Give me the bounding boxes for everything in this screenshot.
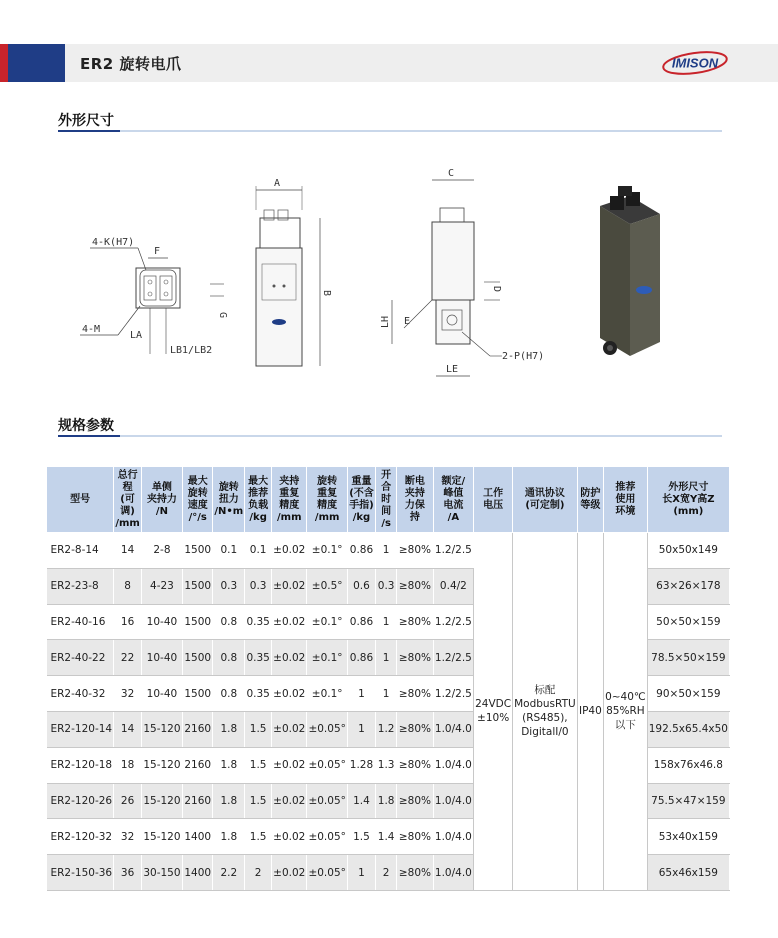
table-cell-torque: 2.2	[213, 855, 245, 891]
table-cell-model: ER2-120-32	[47, 819, 114, 855]
table-cell-rot-acc: ±0.05°	[307, 747, 347, 783]
table-cell-force: 4-23	[141, 568, 182, 604]
merged-cell-protection: IP40	[577, 533, 603, 891]
table-cell-load: 0.35	[245, 676, 272, 712]
spec-table	[46, 466, 730, 891]
table-cell-force: 10-40	[141, 604, 182, 640]
table-cell-model: ER2-8-14	[47, 533, 114, 569]
front-hole-label: 4-K(H7)	[92, 237, 135, 248]
table-cell-torque: 1.8	[213, 711, 245, 747]
table-cell-time: 1.4	[376, 819, 397, 855]
table-cell-grip-acc: ±0.02	[272, 604, 307, 640]
column-header: 额定/ 峰值 电流 /A	[433, 467, 473, 533]
column-header: 工作 电压	[474, 467, 513, 533]
table-cell-weight: 0.86	[347, 604, 375, 640]
table-cell-force: 2-8	[141, 533, 182, 569]
table-cell-stroke: 22	[114, 640, 142, 676]
table-cell-size: 50x50x149	[647, 533, 729, 569]
table-cell-hold: ≥80%	[397, 711, 433, 747]
table-cell-time: 1	[376, 604, 397, 640]
table-cell-current: 0.4/2	[433, 568, 473, 604]
column-header: 防护 等级	[577, 467, 603, 533]
table-cell-speed: 1500	[183, 533, 213, 569]
table-cell-stroke: 36	[114, 855, 142, 891]
back-pin-label: 2-P(H7)	[502, 351, 545, 362]
table-cell-grip-acc: ±0.02	[272, 533, 307, 569]
table-cell-speed: 1500	[183, 568, 213, 604]
column-header: 型号	[47, 467, 114, 533]
table-cell-torque: 0.3	[213, 568, 245, 604]
table-cell-grip-acc: ±0.02	[272, 676, 307, 712]
table-cell-force: 15-120	[141, 711, 182, 747]
table-cell-force: 30-150	[141, 855, 182, 891]
table-cell-size: 90×50×159	[647, 676, 729, 712]
front-screw-label: 4-M	[82, 324, 101, 335]
back-d-label: D	[491, 286, 502, 293]
table-cell-rot-acc: ±0.05°	[307, 855, 347, 891]
table-cell-size: 75.5×47×159	[647, 783, 729, 819]
back-c-label: C	[448, 168, 455, 179]
table-cell-hold: ≥80%	[397, 640, 433, 676]
table-cell-load: 0.3	[245, 568, 272, 604]
table-cell-current: 1.0/4.0	[433, 855, 473, 891]
table-cell-current: 1.0/4.0	[433, 747, 473, 783]
table-cell-stroke: 8	[114, 568, 142, 604]
column-header: 夹持 重复 精度 /mm	[272, 467, 307, 533]
table-cell-model: ER2-120-14	[47, 711, 114, 747]
table-cell-model: ER2-40-16	[47, 604, 114, 640]
header-red-block	[0, 44, 8, 82]
table-cell-rot-acc: ±0.05°	[307, 711, 347, 747]
table-cell-stroke: 18	[114, 747, 142, 783]
table-cell-torque: 0.8	[213, 640, 245, 676]
table-cell-torque: 1.8	[213, 747, 245, 783]
table-cell-torque: 0.8	[213, 604, 245, 640]
table-cell-grip-acc: ±0.02	[272, 711, 307, 747]
front-view-drawing	[80, 237, 228, 356]
table-cell-grip-acc: ±0.02	[272, 819, 307, 855]
column-header: 通讯协议 (可定制)	[513, 467, 578, 533]
column-header: 最大 旋转 速度 /°/s	[183, 467, 213, 533]
table-cell-speed: 1500	[183, 640, 213, 676]
table-cell-time: 1	[376, 676, 397, 712]
table-cell-size: 192.5x65.4x50	[647, 711, 729, 747]
column-header: 断电 夹持 力保 持	[397, 467, 433, 533]
table-cell-stroke: 14	[114, 533, 142, 569]
table-cell-current: 1.2/2.5	[433, 676, 473, 712]
table-cell-time: 1.8	[376, 783, 397, 819]
merged-cell-environment: 0~40℃ 85%RH 以下	[604, 533, 648, 891]
table-cell-model: ER2-120-26	[47, 783, 114, 819]
table-cell-torque: 1.8	[213, 783, 245, 819]
table-cell-torque: 0.8	[213, 676, 245, 712]
table-cell-speed: 1400	[183, 855, 213, 891]
table-cell-rot-acc: ±0.5°	[307, 568, 347, 604]
table-cell-hold: ≥80%	[397, 783, 433, 819]
table-cell-grip-acc: ±0.02	[272, 747, 307, 783]
table-cell-model: ER2-150-36	[47, 855, 114, 891]
brand-logo	[660, 50, 730, 76]
table-cell-rot-acc: ±0.05°	[307, 819, 347, 855]
column-header: 最大 推荐 负载 /kg	[245, 467, 272, 533]
table-cell-stroke: 32	[114, 819, 142, 855]
table-cell-current: 1.0/4.0	[433, 783, 473, 819]
table-cell-rot-acc: ±0.1°	[307, 676, 347, 712]
dimension-drawings	[70, 160, 730, 390]
table-cell-hold: ≥80%	[397, 568, 433, 604]
specs-section-divider	[58, 435, 722, 437]
table-cell-size: 50×50×159	[647, 604, 729, 640]
front-la-label: LA	[130, 330, 143, 341]
back-lh-label: LH	[380, 315, 391, 328]
table-cell-torque: 1.8	[213, 819, 245, 855]
column-header: 推荐 使用 环境	[604, 467, 648, 533]
table-cell-weight: 1	[347, 711, 375, 747]
table-cell-stroke: 26	[114, 783, 142, 819]
table-cell-speed: 2160	[183, 783, 213, 819]
table-cell-hold: ≥80%	[397, 676, 433, 712]
table-cell-rot-acc: ±0.1°	[307, 533, 347, 569]
table-cell-stroke: 32	[114, 676, 142, 712]
side-b-label: B	[321, 290, 332, 297]
table-cell-speed: 2160	[183, 747, 213, 783]
table-cell-hold: ≥80%	[397, 604, 433, 640]
table-cell-load: 0.35	[245, 604, 272, 640]
table-cell-time: 1	[376, 533, 397, 569]
table-cell-speed: 1400	[183, 819, 213, 855]
spec-table-header-row	[47, 467, 730, 533]
table-cell-time: 0.3	[376, 568, 397, 604]
table-cell-hold: ≥80%	[397, 855, 433, 891]
table-cell-time: 2	[376, 855, 397, 891]
column-header: 旋转 扭力 /N•m	[213, 467, 245, 533]
table-cell-hold: ≥80%	[397, 819, 433, 855]
table-cell-time: 1.3	[376, 747, 397, 783]
table-cell-load: 1.5	[245, 747, 272, 783]
table-cell-grip-acc: ±0.02	[272, 640, 307, 676]
table-cell-model: ER2-23-8	[47, 568, 114, 604]
table-cell-current: 1.0/4.0	[433, 711, 473, 747]
back-le-label: LE	[446, 364, 459, 375]
table-cell-hold: ≥80%	[397, 747, 433, 783]
table-cell-weight: 1.28	[347, 747, 375, 783]
table-cell-speed: 1500	[183, 604, 213, 640]
table-cell-rot-acc: ±0.05°	[307, 783, 347, 819]
back-e-label: E	[404, 316, 411, 327]
page-title: ER2 旋转电爪	[80, 55, 182, 73]
column-header: 总行 程(可 调) /mm	[114, 467, 142, 533]
merged-cell-voltage: 24VDC ±10%	[474, 533, 513, 891]
table-cell-torque: 0.1	[213, 533, 245, 569]
table-cell-rot-acc: ±0.1°	[307, 640, 347, 676]
table-cell-current: 1.2/2.5	[433, 640, 473, 676]
table-cell-size: 158x76x46.8	[647, 747, 729, 783]
back-view-drawing	[380, 168, 544, 376]
merged-cell-protocol: 标配 ModbusRTU (RS485), DigitalI/0	[513, 533, 578, 891]
side-a-label: A	[274, 178, 281, 189]
table-cell-weight: 1	[347, 855, 375, 891]
table-cell-size: 63×26×178	[647, 568, 729, 604]
front-f-label: F	[154, 246, 161, 257]
table-cell-time: 1	[376, 640, 397, 676]
table-row	[47, 533, 730, 569]
table-cell-model: ER2-40-22	[47, 640, 114, 676]
specs-section-title: 规格参数	[58, 418, 114, 434]
front-g-label: G	[217, 312, 228, 319]
table-cell-force: 10-40	[141, 640, 182, 676]
column-header: 单侧 夹持力 /N	[141, 467, 182, 533]
table-cell-force: 15-120	[141, 747, 182, 783]
table-cell-force: 10-40	[141, 676, 182, 712]
side-view-drawing	[256, 178, 332, 366]
table-cell-force: 15-120	[141, 783, 182, 819]
table-cell-load: 1.5	[245, 819, 272, 855]
table-cell-current: 1.2/2.5	[433, 604, 473, 640]
table-cell-load: 1.5	[245, 711, 272, 747]
column-header: 旋转 重复 精度 /mm	[307, 467, 347, 533]
table-cell-size: 53x40x159	[647, 819, 729, 855]
table-cell-load: 0.1	[245, 533, 272, 569]
table-cell-rot-acc: ±0.1°	[307, 604, 347, 640]
table-cell-weight: 1.4	[347, 783, 375, 819]
table-cell-speed: 1500	[183, 676, 213, 712]
table-cell-grip-acc: ±0.02	[272, 783, 307, 819]
front-lb-label: LB1/LB2	[170, 345, 213, 356]
column-header: 开合 时间 /s	[376, 467, 397, 533]
table-cell-weight: 1.5	[347, 819, 375, 855]
table-cell-grip-acc: ±0.02	[272, 855, 307, 891]
brand-logo-text: IMISON	[671, 55, 719, 71]
column-header: 外形尺寸 长X宽Y高Z (mm)	[647, 467, 729, 533]
dimensions-section-divider	[58, 130, 722, 132]
table-cell-stroke: 16	[114, 604, 142, 640]
table-cell-model: ER2-40-32	[47, 676, 114, 712]
table-cell-model: ER2-120-18	[47, 747, 114, 783]
table-cell-weight: 0.86	[347, 533, 375, 569]
table-cell-current: 1.0/4.0	[433, 819, 473, 855]
dimensions-section-title: 外形尺寸	[58, 113, 114, 129]
table-cell-weight: 1	[347, 676, 375, 712]
column-header: 重量 (不含 手指) /kg	[347, 467, 375, 533]
header-blue-block	[8, 44, 65, 82]
table-cell-force: 15-120	[141, 819, 182, 855]
table-cell-hold: ≥80%	[397, 533, 433, 569]
table-cell-grip-acc: ±0.02	[272, 568, 307, 604]
product-render	[600, 186, 660, 356]
table-cell-time: 1.2	[376, 711, 397, 747]
table-cell-current: 1.2/2.5	[433, 533, 473, 569]
table-cell-load: 1.5	[245, 783, 272, 819]
table-cell-weight: 0.86	[347, 640, 375, 676]
table-cell-weight: 0.6	[347, 568, 375, 604]
table-cell-load: 0.35	[245, 640, 272, 676]
table-cell-stroke: 14	[114, 711, 142, 747]
table-cell-size: 65x46x159	[647, 855, 729, 891]
table-cell-size: 78.5×50×159	[647, 640, 729, 676]
table-cell-speed: 2160	[183, 711, 213, 747]
table-cell-load: 2	[245, 855, 272, 891]
